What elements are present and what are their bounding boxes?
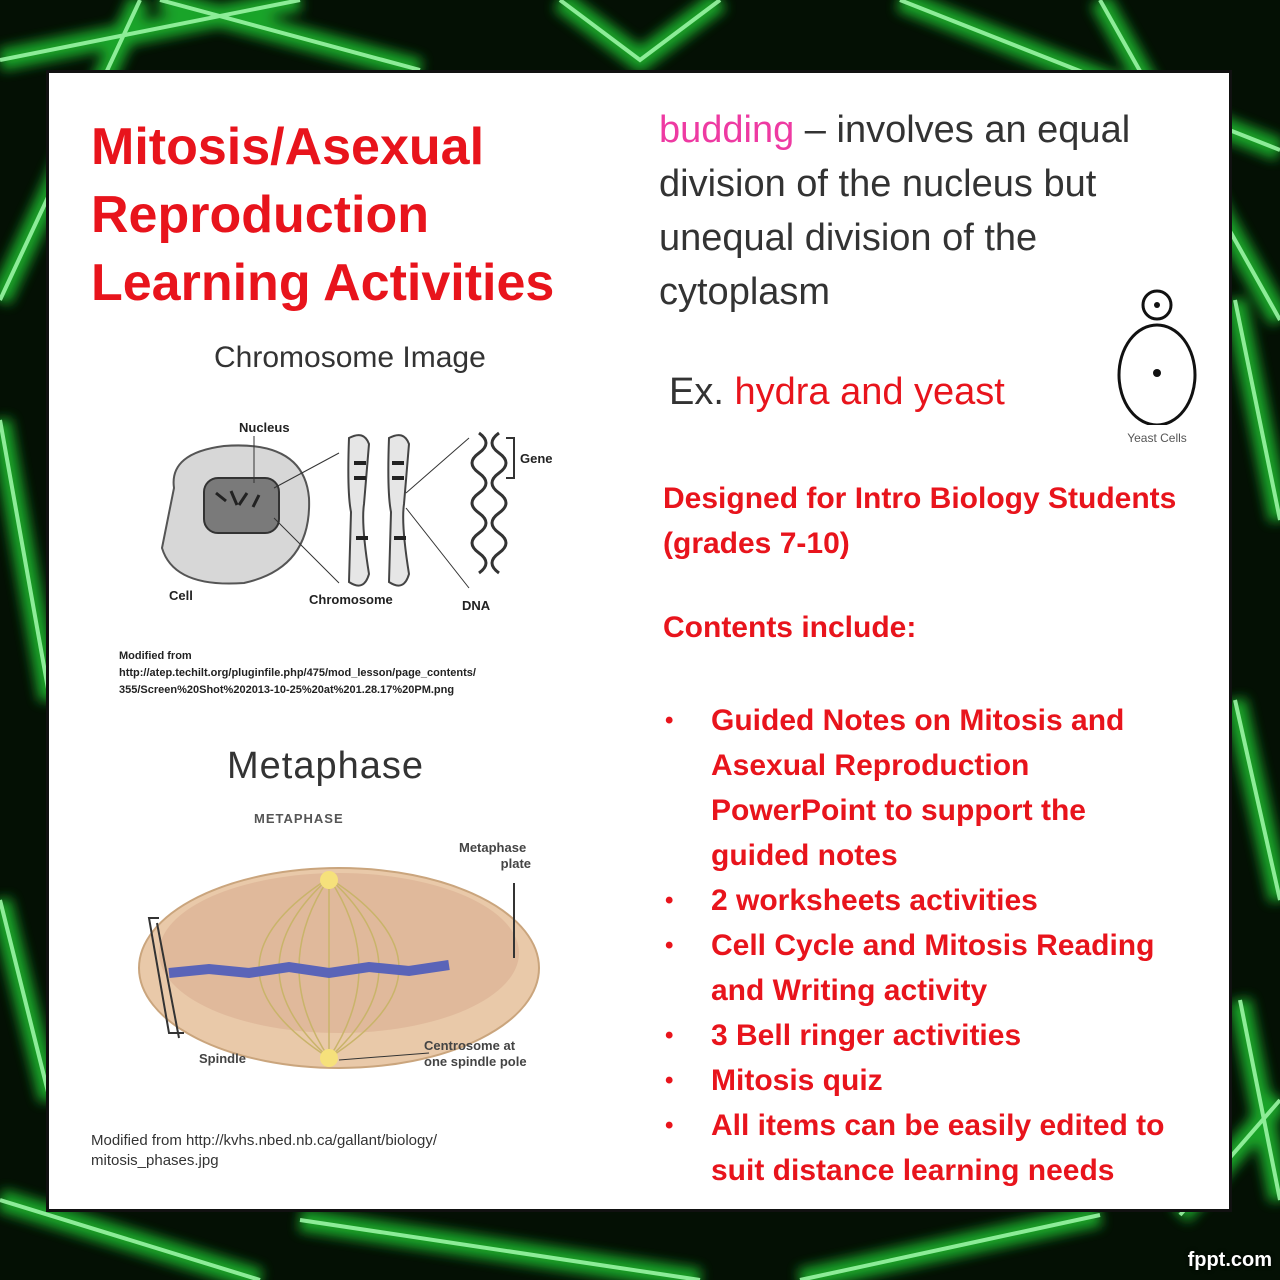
contents-heading: Contents include:	[663, 611, 917, 644]
list-item	[663, 1058, 1223, 1103]
bullet-icon: •	[665, 1022, 674, 1049]
chromosome-caption: Chromosome Image	[214, 341, 486, 374]
slide	[46, 70, 1232, 1212]
list-item	[663, 1013, 1223, 1058]
list-item-line: Asexual Reproduction	[711, 749, 1030, 782]
example-line	[669, 371, 1005, 414]
centrosome-label-line2: one spindle pole	[424, 1054, 527, 1069]
list-item-line: and Writing activity	[711, 974, 988, 1007]
chromosome-row	[169, 965, 449, 973]
bullet-icon: •	[665, 887, 674, 914]
chromosome-shape	[348, 435, 409, 585]
centrosome-bottom	[320, 1049, 338, 1067]
list-item-line: Mitosis quiz	[711, 1064, 883, 1097]
designed-line: Designed for Intro Biology Students	[663, 482, 1177, 515]
plate-label-line1: Metaphase	[459, 840, 527, 855]
centrosome-label-line1: Centrosome at	[424, 1038, 516, 1053]
chromosome-credit	[119, 648, 599, 699]
list-item-line: PowerPoint to support the	[711, 794, 1086, 827]
list-item-line: suit distance learning needs	[711, 1154, 1115, 1187]
designed-for	[663, 476, 1223, 566]
cell-label: Cell	[169, 588, 193, 603]
credit-line: mitosis_phases.jpg	[91, 1152, 219, 1169]
credit-line: Modified from http://kvhs.nbed.nb.ca/gallant/biology/	[91, 1132, 438, 1149]
list-item-line: 2 worksheets activities	[711, 884, 1038, 917]
credit-line: 355/Screen%20Shot%202013-10-25%20at%201.28.17%20PM.png	[119, 684, 455, 696]
list-item	[663, 923, 1223, 1013]
title-line: Mitosis/Asexual	[91, 118, 485, 176]
centrosome-top	[320, 871, 338, 889]
example-prefix: Ex.	[669, 371, 724, 413]
list-item	[663, 878, 1223, 923]
list-item-line: All items can be easily edited to	[711, 1109, 1165, 1142]
plate-label-line2: plate	[500, 856, 531, 871]
title-line: Reproduction	[91, 186, 429, 244]
yeast-cells-icon	[1109, 285, 1205, 425]
metaphase-credit	[91, 1131, 591, 1171]
bullet-icon: •	[665, 1112, 674, 1139]
list-item	[663, 1103, 1223, 1193]
bullet-icon: •	[665, 1067, 674, 1094]
spindle-label: Spindle	[199, 1051, 246, 1066]
dna-label: DNA	[462, 598, 491, 613]
list-item-line: Guided Notes on Mitosis and	[711, 704, 1125, 737]
budding-term: budding	[659, 109, 795, 151]
designed-line: (grades 7-10)	[663, 527, 850, 560]
nucleus-shape	[204, 478, 279, 533]
list-item	[663, 698, 1223, 788]
list-item	[663, 788, 1223, 878]
metaphase-caption: Metaphase	[227, 745, 425, 787]
chromosome-label: Chromosome	[309, 592, 393, 607]
gene-label: Gene	[520, 451, 553, 466]
example-text: hydra and yeast	[734, 371, 1005, 413]
chromosome-diagram	[144, 418, 564, 633]
credit-line: http://atep.techilt.org/pluginfile.php/475/mod_lesson/page_contents/	[119, 667, 476, 679]
nucleus-label: Nucleus	[239, 420, 290, 435]
metaphase-diagram	[129, 838, 559, 1118]
bullet-icon: •	[665, 707, 674, 734]
contents-list	[663, 698, 1223, 1193]
budding-text: – involves an equal division of the nucleus but unequal division of the cytoplasm	[659, 109, 1131, 313]
credit-line: Modified from	[119, 650, 192, 662]
list-item-line: guided notes	[711, 839, 898, 872]
dna-helix	[472, 433, 486, 573]
title-line: Learning Activities	[91, 254, 555, 312]
list-item-line: 3 Bell ringer activities	[711, 1019, 1022, 1052]
bullet-icon: •	[665, 932, 674, 959]
list-item-line: Cell Cycle and Mitosis Reading	[711, 929, 1155, 962]
brand-watermark: fppt.com	[1187, 1249, 1272, 1271]
slide-title	[91, 113, 651, 317]
yeast-label: Yeast Cells	[1127, 431, 1187, 445]
metaphase-subcaption: METAPHASE	[254, 811, 344, 826]
